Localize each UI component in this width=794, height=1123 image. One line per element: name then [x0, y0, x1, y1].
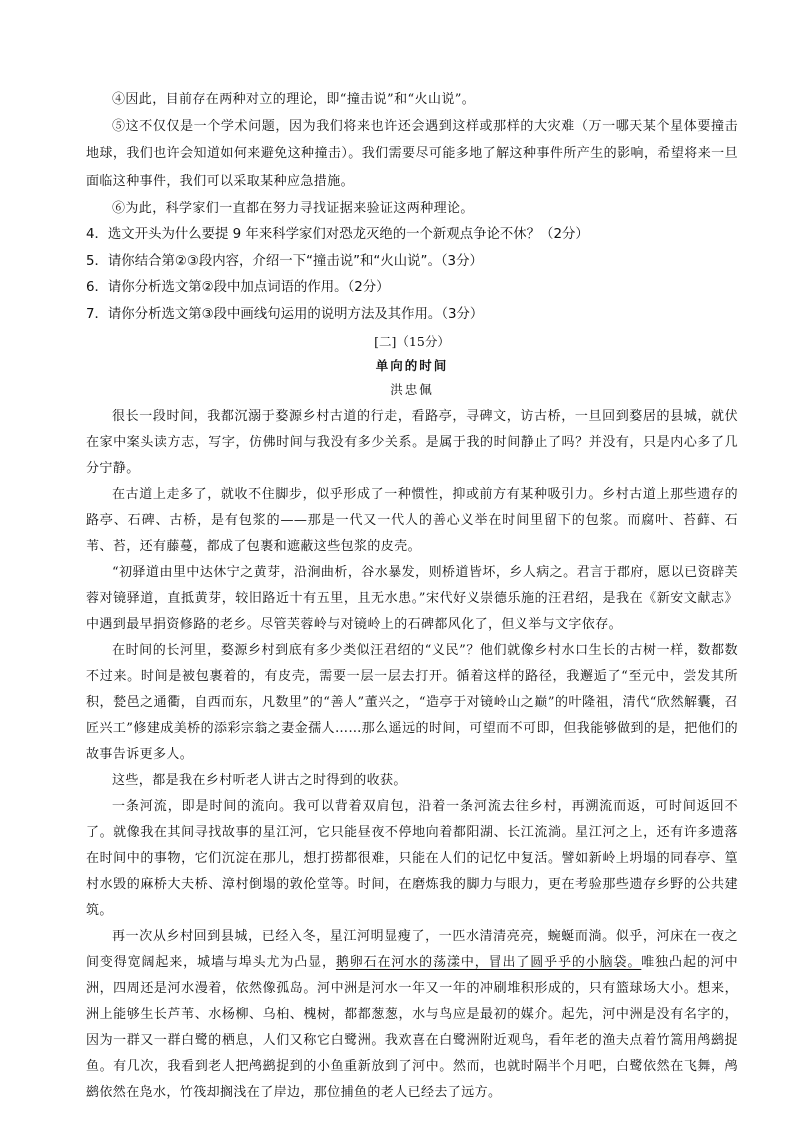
section-header: [二]（15分）: [374, 334, 450, 350]
para7-text-after: 唯独凸起的河中洲，四周还是河水漫着，依然像孤岛。河中洲是河水一年又一年的冲刷堆积形成的，只有篮球场大小。想来，洲上能够生长芦苇、水杨柳、乌桕、槐树，都都葱葱，水与鸟应是最初的媒介。起先，河中洲是没有名字的，因为一群又一群白鹭的栖息，人们又称它白鹭洲。我欢喜在白鹭洲附近观鸟，看年老的渔夫点着竹篙用鸬鹚捉鱼。有几次，我看到老人把鸬鹚捉到的小鱼重新放到了河中。然而，也就时隔半个月吧，白鹭依然在飞舞，鸬鹚依然在凫水，竹筏却搁浅在了岸边，那位捕鱼的老人已经去了远方。: [86, 955, 738, 1101]
passage2-para3: “初驿道由里中达休宁之黄芽，沿涧曲析，谷水暴发，则桥道皆坏，乡人病之。君言于郡府，愿以已资辟芙蓉对镜驿道，直抵黄芽，较旧路近十有五里，且无水患。”宋代好义崇德乐施的汪君绍，是我在《新安文献志》中遇到最早捐资修路的老乡。尽管芙蓉岭与对镜岭上的石碑都风化了，但义举与文字依存。: [86, 565, 738, 633]
passage2-para7: [86, 924, 738, 1106]
underlined-sentence: 鹅卵石在河水的荡漾中，冒出了圆乎乎的小脑袋。: [335, 955, 642, 971]
passage2-para6: 一条河流，即是时间的流向。我可以背着双肩包，沿着一条河流去往乡村，再溯流而返，可时间返回不了。就像我在其间寻找故事的星江河，它只能昼夜不停地向着都阳湖、长江流淌。星江河之上，还有许多遗落在时间中的事物，它们沉淀在那儿，想打捞都很难，只能在人们的记忆中复活。譬如新岭上坍塌的同春亭、篁村水毁的麻桥大夫桥、漳村倒塌的敦伦堂等。时间，在磨炼我的脚力与眼力，更在考验那些遗存乡野的公共建筑。: [86, 799, 738, 919]
question-6: 6．请你分析选文第②段中加点词语的作用。（2分）: [86, 280, 390, 296]
para7-text-before: 再一次从乡村回到县城，已经入冬，星江河明显瘦了，一匹水清清亮亮，蜿蜒而淌。似乎，河床在一夜之间变得宽阔起来，城墙与埠头尤为凸显，: [86, 929, 738, 971]
passage2-para5: 这些，都是我在乡村听老人讲古之时得到的收获。: [112, 773, 407, 789]
article-author: 洪忠佩: [390, 382, 434, 398]
question-7: 7．请你分析选文第③段中画线句运用的说明方法及其作用。（3分）: [86, 306, 484, 322]
question-4: 4．选文开头为什么要提 9 年来科学家们对恐龙灭绝的一个新观点争论不休？（2分）: [86, 227, 589, 243]
passage1-para4: ④因此，目前存在两种对立的理论，即“撞击说”和“火山说”。: [112, 92, 476, 107]
passage1-para6: ⑥为此，科学家们一直都在努力寻找证据来验证这两种理论。: [112, 200, 474, 216]
passage2-para1: 很长一段时间，我都沉溺于婺源乡村古道的行走，看路亭，寻碑文，访古桥，一旦回到婺居的县城，就伏在家中案头读方志，写字，仿佛时间与我没有多少关系。是属于我的时间静止了吗？并没有，只是内心多了几分宁静。: [86, 409, 738, 477]
passage2-para2: 在古道上走多了，就收不住脚步，似乎形成了一种惯性，抑或前方有某种吸引力。乡村古道上那些遗存的路亭、石碑、古桥，是有包浆的——那是一代又一代人的善心义举在时间里留下的包浆。而腐叶、苔藓、石苇、苔，还有藤蔓，都成了包裹和遮蔽这些包浆的皮壳。: [86, 487, 738, 555]
article-title: 单向的时间: [375, 358, 449, 374]
passage2-para4: 在时间的长河里，婺源乡村到底有多少类似汪君绍的“义民”？他们就像乡村水口生长的古树一样，数都数不过来。时间是被包裹着的，有皮壳，需要一层一层去打开。循着这样的路径，我邂逅了“至元中，尝发其所积，甃邑之通衢，自西而东，凡数里”的“善人”董兴之，“造亭于对镜岭山之巅”的叶隆祖，清代“欣然解囊，召匠兴工”修建成美桥的添彩宗翁之妻金孺人……那么遥远的时间，可望而不可即，但我能够做到的是，把他们的故事告诉更多人。: [86, 643, 738, 763]
question-5: 5．请你结合第②③段内容，介绍一下“撞击说”和“火山说”。（3分）: [86, 253, 483, 269]
passage1-para5: ⑤这不仅仅是一个学术问题，因为我们将来也许还会遇到这样或那样的大灾难（万一哪天某个星体要撞击地球，我们也许会知道如何来避免这种撞击）。我们需要尽可能多地了解这种事件所产生的影响，希望将来一旦面临这种事件，我们可以采取某种应急措施。: [86, 119, 738, 189]
